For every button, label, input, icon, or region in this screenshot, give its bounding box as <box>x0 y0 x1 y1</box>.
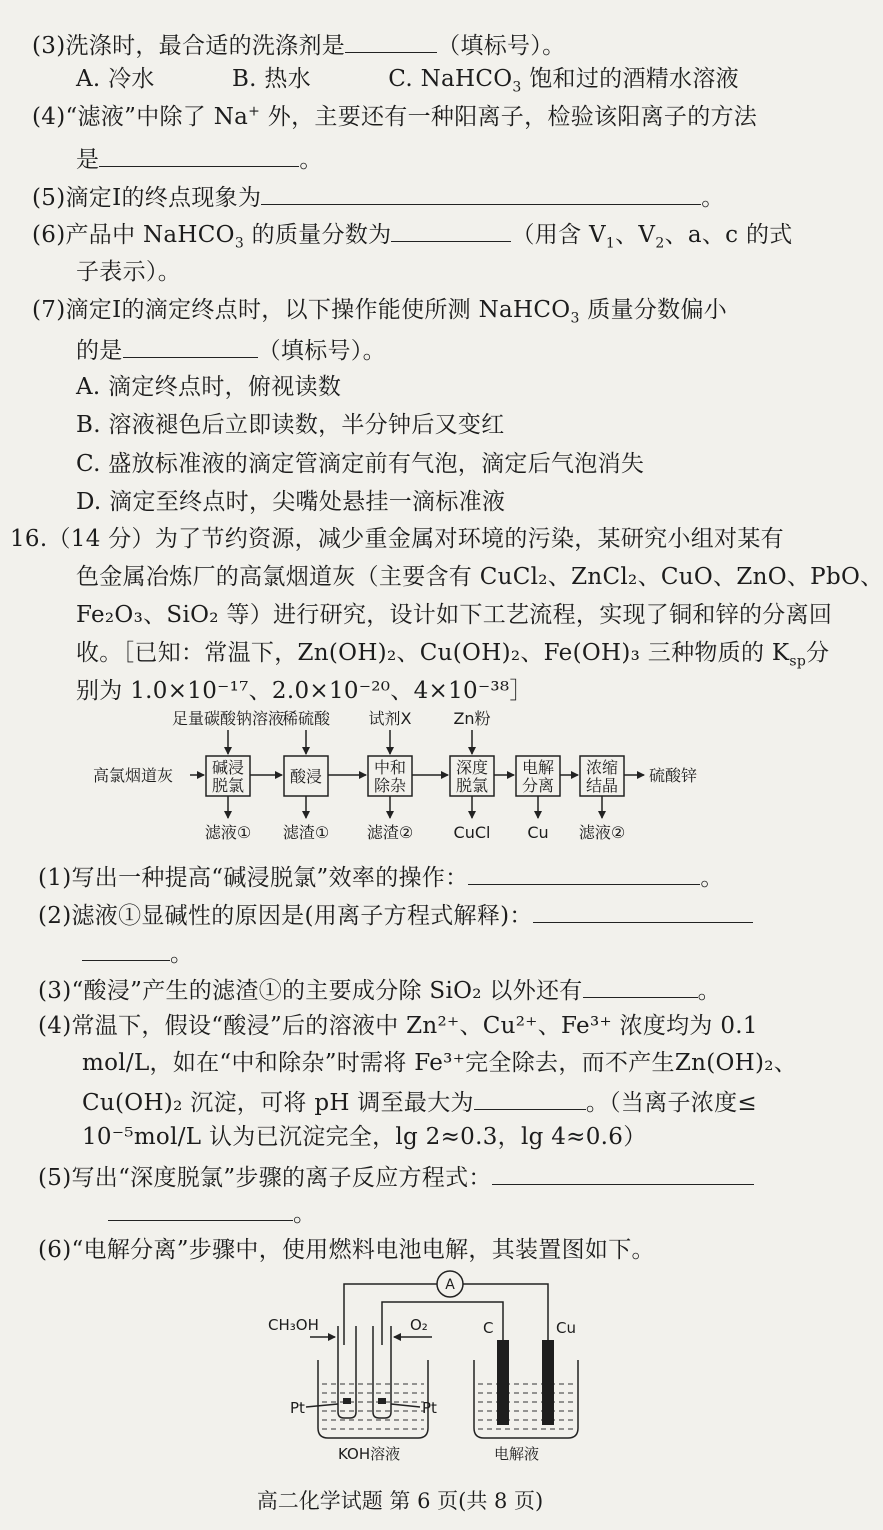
electrolyte-right-label: 电解液 <box>494 1445 540 1463</box>
oxidant-label: O₂ <box>410 1316 428 1334</box>
q16-line2: 色金属冶炼厂的高氯烟道灰（主要含有 CuCl₂、ZnCl₂、CuO、ZnO、PbO、 <box>76 564 883 590</box>
flow-box-4-line1: 深度 <box>455 758 489 777</box>
electrode-left-label: Pt <box>290 1399 305 1417</box>
q15-7-option-d: D. 滴定至终点时，尖嘴处悬挂一滴标准液 <box>76 489 506 515</box>
q16-6: (6)“电解分离”步骤中，使用燃料电池电解，其装置图如下。 <box>38 1237 655 1263</box>
q15-7-line2: 的是 （填标号）。 <box>76 333 386 366</box>
q16-line1: 16.（14 分）为了节约资源，减少重金属对环境的污染，某研究小组对某有 <box>10 526 784 552</box>
flow-byproduct-2: 滤渣① <box>282 823 330 842</box>
flow-box-1-line1: 碱浸 <box>211 758 245 777</box>
q16-4-line3: Cu(OH)₂ 沉淀，可将 pH 调至最大为 。（当离子浓度≤ <box>82 1085 757 1118</box>
cathode-label: C <box>483 1319 494 1337</box>
flow-reagent-1: 足量碳酸钠溶液 <box>171 709 285 728</box>
flow-reagent-4: Zn粉 <box>453 709 491 728</box>
flow-box-4-line2: 脱氯 <box>455 776 489 795</box>
q15-5: (5)滴定Ⅰ的终点现象为 。 <box>32 180 725 213</box>
fuel-label: CH₃OH <box>268 1316 319 1334</box>
q15-3: (3)洗涤时，最合适的洗涤剂是 （填标号）。 <box>32 28 565 61</box>
flow-output: 硫酸锌 <box>649 766 698 785</box>
anode-label: Cu <box>556 1319 576 1337</box>
q15-4-line2: 是 。 <box>76 142 323 175</box>
flow-box-3-line1: 中和 <box>373 758 407 777</box>
q16-2-line2: 。 <box>82 936 193 969</box>
flow-reagent-3: 试剂X <box>368 709 412 728</box>
q16-line3: Fe₂O₃、SiO₂ 等）进行研究，设计如下工艺流程，实现了铜和锌的分离回 <box>76 602 833 628</box>
q15-7-option-c: C. 盛放标准液的滴定管滴定前有气泡，滴定后气泡消失 <box>76 451 645 477</box>
flow-byproduct-4: CuCl <box>453 823 491 842</box>
flow-box-1-line2: 脱氯 <box>211 776 245 795</box>
flow-byproduct-6: 滤液② <box>578 823 626 842</box>
q16-4-line1: (4)常温下，假设“酸浸”后的溶液中 Zn²⁺、Cu²⁺、Fe³⁺ 浓度均为 0.1 <box>38 1013 758 1039</box>
q16-4-line2: mol/L，如在“中和除杂”时需将 Fe³⁺完全除去，而不产生Zn(OH)₂、 <box>82 1050 798 1076</box>
flow-box-5-line2: 分离 <box>521 776 555 795</box>
flow-byproduct-1: 滤液① <box>204 823 252 842</box>
q15-7: (7)滴定Ⅰ的滴定终点时，以下操作能使所测 NaHCO$_3$ 质量分数偏小 <box>32 297 728 327</box>
q15-7-option-a: A. 滴定终点时，俯视读数 <box>76 374 342 400</box>
electrolyte-left-label: KOH溶液 <box>338 1445 401 1463</box>
flow-box-3-line2: 除杂 <box>373 776 407 795</box>
page-footer: 高二化学试题 第 6 页(共 8 页) <box>256 1489 544 1513</box>
ammeter-label: A <box>445 1277 455 1293</box>
q15-6: (6)产品中 NaHCO$_3$ 的质量分数为 （用含 $V_1$、$V_2$、a、c 的式 <box>32 217 793 250</box>
q15-4: (4)“滤液”中除了 Na+ 外，主要还有一种阳离子，检验该阳离子的方法 <box>32 103 758 130</box>
flow-reagent-2: 稀硫酸 <box>281 709 331 728</box>
q16-2: (2)滤液①显碱性的原因是(用离子方程式解释)： <box>38 898 753 931</box>
q15-7-option-b: B. 溶液褪色后立即读数，半分钟后又变红 <box>76 412 505 438</box>
flow-byproduct-5: Cu <box>527 823 549 842</box>
q16-5: (5)写出“深度脱氯”步骤的离子反应方程式： <box>38 1160 754 1193</box>
electrode-right-label: Pt <box>422 1399 437 1417</box>
q16-1: (1)写出一种提高“碱浸脱氯”效率的操作： 。 <box>38 860 724 893</box>
flow-box-6-line2: 结晶 <box>585 776 619 795</box>
q15-6-line2: 子表示）。 <box>76 259 181 285</box>
q16-line4: 收。［已知：常温下，Zn(OH)₂、Cu(OH)₂、Fe(OH)₃ 三种物质的 $K_{sp}$分 <box>76 640 830 670</box>
flow-box-6-line1: 浓缩 <box>585 758 619 777</box>
q15-3-options: A. 冷水 B. 热水 C. NaHCO$_3$ 饱和过的酒精水溶液 <box>76 66 739 96</box>
q16-5-line2: 。 <box>108 1196 316 1229</box>
q16-line5: 别为 1.0×10⁻¹⁷、2.0×10⁻²⁰、4×10⁻³⁸］ <box>76 678 533 704</box>
q16-4-line4: 10⁻⁵mol/L 认为已沉淀完全，lg 2≈0.3，lg 4≈0.6） <box>82 1124 647 1150</box>
flow-box-5-line1: 电解 <box>521 758 555 777</box>
flow-byproduct-3: 滤渣② <box>366 823 414 842</box>
flow-input: 高氯烟道灰 <box>93 766 174 785</box>
flow-box-2-line1: 酸浸 <box>289 767 323 786</box>
q16-3: (3)“酸浸”产生的滤渣①的主要成分除 SiO₂ 以外还有 。 <box>38 973 721 1006</box>
